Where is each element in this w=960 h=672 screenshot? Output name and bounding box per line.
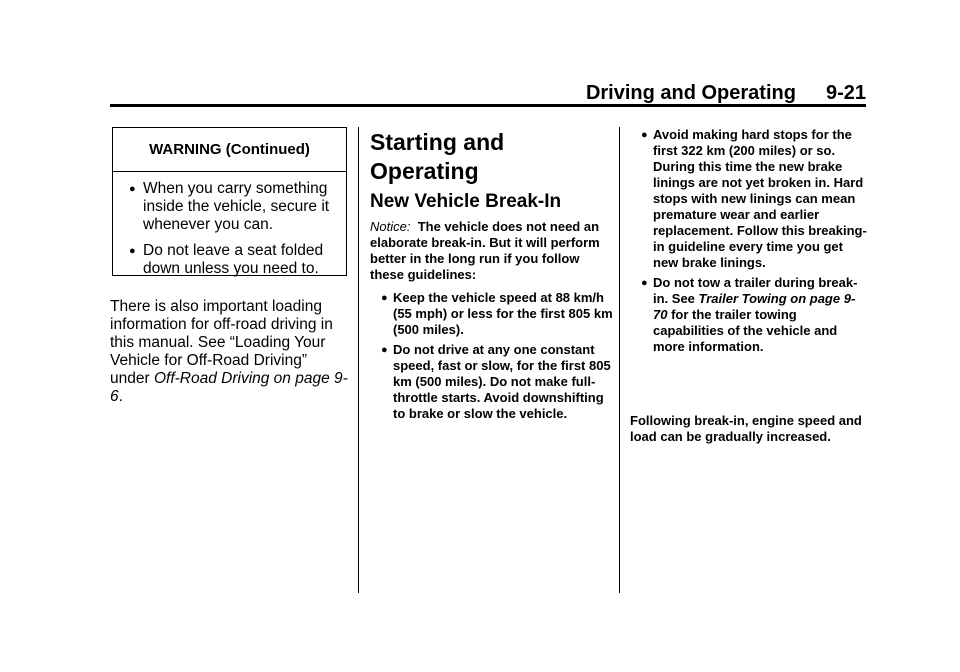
column-divider-2 bbox=[619, 127, 620, 593]
guideline-item: ● Do not drive at any one constant speed, fast or slow, for the first 805 km (500 miles). Do not make full-throttle starts. Avoid downshifting to brake or slow the vehicle. bbox=[381, 342, 611, 421]
header-page-number: 9-21 bbox=[825, 82, 866, 104]
cross-reference-link[interactable]: Off-Road Driving on page 9-6 bbox=[110, 370, 348, 405]
bullet-icon: ● bbox=[381, 292, 388, 304]
header-section-title: Driving and Operating bbox=[585, 82, 796, 104]
warning-item: ● Do not leave a seat folded down unless you need to. bbox=[129, 242, 324, 277]
warning-list bbox=[113, 172, 346, 278]
column-divider-1 bbox=[358, 127, 359, 593]
warning-box bbox=[112, 127, 347, 276]
guideline-list-continued bbox=[641, 127, 868, 359]
guideline-item: ● Do not tow a trailer during break-in. See Trailer Towing on page 9-70 for the trailer towing capabilities of the vehicle and more information. bbox=[641, 275, 858, 354]
bullet-icon: ● bbox=[641, 277, 648, 289]
guideline-list bbox=[381, 290, 613, 426]
page-header bbox=[586, 82, 866, 105]
warning-title: WARNING (Continued) bbox=[113, 128, 346, 172]
loading-info-paragraph: There is also important loading information for off-road driving in this manual. See “Loading Your Vehicle for Off-Road Driving” under Off-Road Driving on page 9-6. bbox=[110, 298, 348, 405]
notice-paragraph: Notice: The vehicle does not need an elaborate break-in. But it will perform better in the long run if you follow these guidelines: bbox=[370, 219, 600, 282]
subsection-title: New Vehicle Break-In bbox=[370, 191, 562, 212]
bullet-icon: ● bbox=[641, 129, 648, 141]
bullet-icon: ● bbox=[129, 183, 136, 195]
cross-reference-link[interactable]: Trailer Towing on page 9-70 bbox=[653, 291, 856, 322]
notice-label: Notice: bbox=[370, 219, 411, 234]
guideline-item: ● Keep the vehicle speed at 88 km/h (55 mph) or less for the first 805 km (500 miles). bbox=[381, 290, 613, 337]
bullet-icon: ● bbox=[381, 344, 388, 356]
warning-item: ● When you carry something inside the vehicle, secure it whenever you can. bbox=[129, 180, 330, 233]
bullet-icon: ● bbox=[129, 245, 136, 257]
section-title: Starting and Operating bbox=[370, 129, 505, 184]
header-rule bbox=[110, 104, 866, 107]
break-in-summary-paragraph: Following break-in, engine speed and load can be gradually increased. bbox=[630, 413, 862, 444]
guideline-item: ● Avoid making hard stops for the first 322 km (200 miles) or so. During this time the new brake linings are not yet broken in. Hard stops with new linings can mean premature wear and earlier replacement. Follow this breaking-in guideline every time you get new brake linings. bbox=[641, 127, 867, 270]
